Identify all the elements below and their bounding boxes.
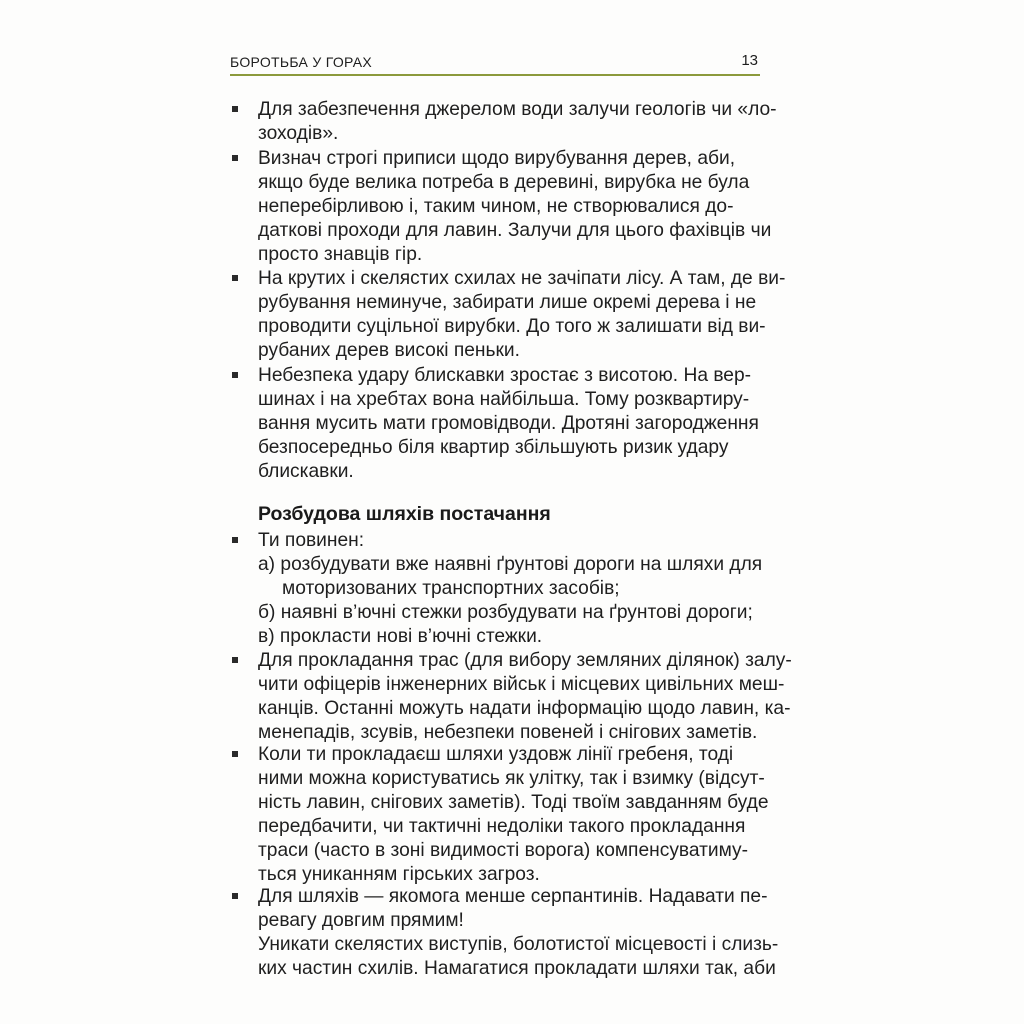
text-line: шинах і на хребтах вона найбільша. Тому розквартиру- [258, 389, 750, 410]
bullet-marker [232, 893, 238, 899]
text-line: неперебірливою і, таким чином, не створювалися до- [258, 196, 734, 217]
text-line: траси (часто в зоні видимості ворога) компенсуватиму- [258, 840, 749, 861]
text-line: моторизованих транспортних засобів; [282, 578, 620, 599]
running-head [230, 52, 760, 74]
bullet-marker [232, 275, 238, 281]
text-line: ревагу довгим прямим! [258, 910, 464, 931]
text-line: даткові проходи для лавин. Залучи для цього фахівців чи [258, 220, 772, 241]
text-line: Визнач строгі приписи щодо вирубування дерев, аби, [258, 148, 736, 169]
list-subitem: б) наявні в’ючні стежки розбудувати на ґрунтові дороги; [258, 602, 753, 623]
text-line: Ти повинен: [258, 530, 365, 551]
text-line: менепадів, зсувів, небезпеки повеней і снігових заметів. [258, 722, 758, 743]
list-subitem: в) прокласти нові в’ючні стежки. [258, 626, 543, 647]
text-line: чити офіцерів інженерних військ і місцевих цивільних меш- [258, 674, 785, 695]
section-heading: Розбудова шляхів постачання [258, 503, 551, 525]
bullet-marker [232, 372, 238, 378]
text-line: рубування неминуче, забирати лише окремі дерева і не [258, 292, 757, 313]
text-line: проводити суцільної вирубки. До того ж залишати від ви- [258, 316, 766, 337]
text-line: Для забезпечення джерелом води залучи геологів чи «ло- [258, 99, 777, 120]
text-line: канців. Останні можуть надати інформацію щодо лавин, ка- [258, 698, 791, 719]
text-line: На крутих і скелястих схилах не зачіпати лісу. А там, де ви- [258, 268, 786, 289]
text-line: передбачити, чи тактичні недоліки такого прокладання [258, 816, 746, 837]
text-line: Небезпека удару блискавки зростає з висотою. На вер- [258, 365, 752, 386]
text-line: Коли ти прокладаєш шляхи уздовж лінії гребеня, тоді [258, 744, 734, 765]
header-rule [230, 74, 760, 76]
text-line: рубаних дерев високі пеньки. [258, 340, 520, 361]
text-line: блискавки. [258, 461, 354, 482]
list-subitem: а) розбудувати вже наявні ґрунтові дороги на шляхи для [258, 554, 763, 575]
text-line: ними можна користуватись як улітку, так і взимку (відсут- [258, 768, 765, 789]
text-line: зоходів». [258, 123, 339, 144]
text-line: просто знавців гір. [258, 244, 423, 265]
text-line: Для прокладання трас (для вибору земляних ділянок) залу- [258, 650, 792, 671]
text-line: безпосередньо біля квартир збільшують ризик удару [258, 437, 729, 458]
text-line: ться униканням гірських загроз. [258, 864, 540, 885]
text-line: ких частин схилів. Намагатися прокладати шляхи так, аби [258, 958, 776, 979]
text-line: Для шляхів — якомога менше серпантинів. Надавати пе- [258, 886, 768, 907]
bullet-marker [232, 751, 238, 757]
text-line: якщо буде велика потреба в деревині, вирубка не була [258, 172, 750, 193]
text-line: вання мусить мати громовідводи. Дротяні загородження [258, 413, 759, 434]
text-line: Уникати скелястих виступів, болотистої місцевості і слизь- [258, 934, 779, 955]
bullet-marker [232, 155, 238, 161]
text-line: ність лавин, снігових заметів). Тоді твоїм завданням буде [258, 792, 769, 813]
bullet-marker [232, 106, 238, 112]
bullet-marker [232, 657, 238, 663]
bullet-marker [232, 537, 238, 543]
running-title: БОРОТЬБА У ГОРАХ [230, 54, 373, 70]
page-number: 13 [741, 52, 758, 69]
